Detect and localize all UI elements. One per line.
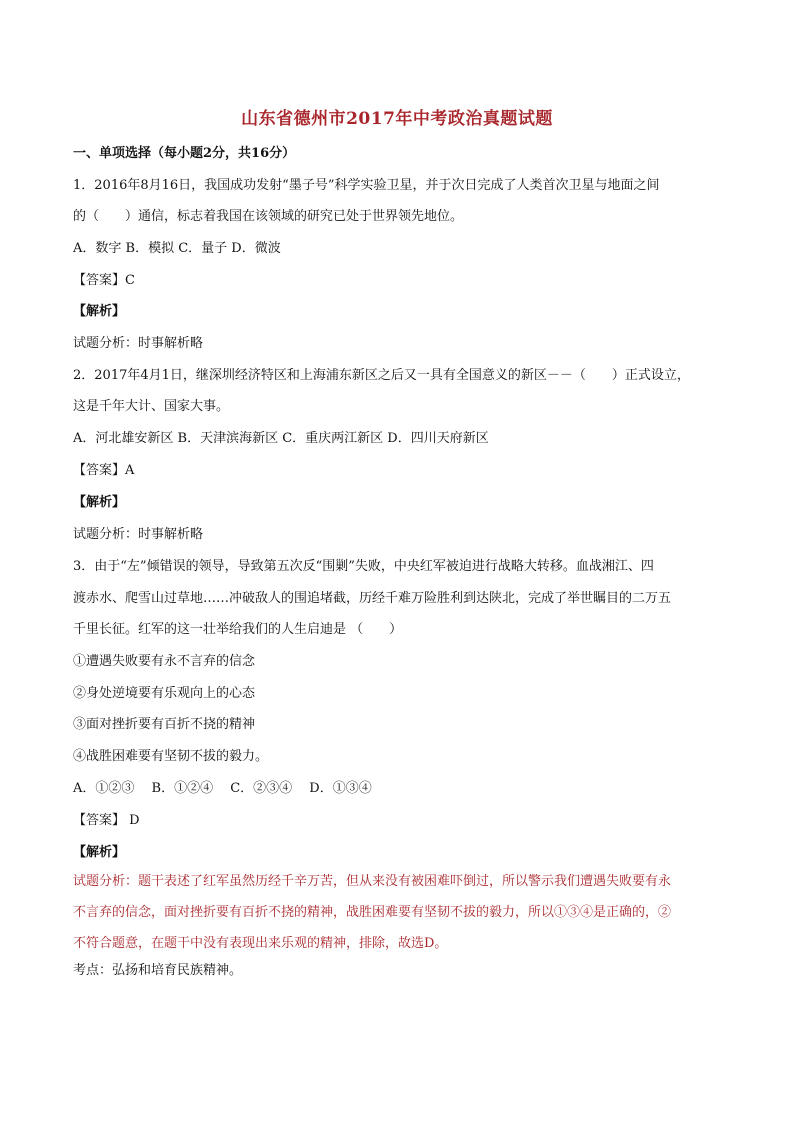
q3-options: A．①②③ B．①②④ C．②③④ D．①③④ (73, 781, 372, 796)
q2-analysis: 试题分析：时事解析略 (73, 527, 204, 542)
q3-analysis-label: 【解析】 (73, 845, 126, 860)
q3-item-2: ②身处逆境要有乐观向上的心态 (73, 686, 256, 701)
q3-item-4: ④战胜困难要有坚韧不拔的毅力。 (73, 749, 269, 764)
section-heading: 一、单项选择（每小题2分，共16分） (73, 146, 296, 161)
q2-stem-line-1: 2．2017年4月1日，继深圳经济特区和上海浦东新区之后又一具有全国意义的新区－－（ ）正式设立， (73, 368, 690, 383)
q3-answer: 【答案】 D (73, 813, 140, 828)
document-title: 山东省德州市2017年中考政治真题试题 (241, 109, 553, 129)
q1-stem-line-1: 1．2016年8月16日，我国成功发射“墨子号”科学实验卫星，并于次日完成了人类首次卫星与地面之间 (73, 178, 660, 193)
q3-stem-line-2: 渡赤水、爬雪山过草地……冲破敌人的围追堵截，历经千难万险胜利到达陕北，完成了举世瞩目的二万五 (73, 591, 672, 606)
q1-options: A．数字 B．模拟 C．量子 D．微波 (73, 241, 281, 256)
q3-kaodian: 考点：弘扬和培育民族精神。 (73, 963, 243, 978)
q1-stem-line-2: 的（ ）通信，标志着我国在该领域的研究已处于世界领先地位。 (73, 209, 464, 224)
q3-analysis-line-1: 试题分析：题干表述了红军虽然历经千辛万苦，但从来没有被困难吓倒过，所以警示我们遭遇失败要有永 (73, 874, 672, 889)
q2-stem-line-2: 这是千年大计、国家大事。 (73, 399, 230, 414)
q3-item-3: ③面对挫折要有百折不挠的精神 (73, 717, 256, 732)
q3-analysis-line-3: 不符合题意，在题干中没有表现出来乐观的精神，排除，故选D。 (73, 936, 448, 951)
q1-analysis: 试题分析：时事解析略 (73, 336, 204, 351)
q1-answer: 【答案】C (73, 273, 135, 288)
q2-options: A．河北雄安新区 B．天津滨海新区 C．重庆两江新区 D．四川天府新区 (73, 431, 489, 446)
q3-analysis-line-2: 不言弃的信念，面对挫折要有百折不挠的精神，战胜困难要有坚韧不拔的毅力，所以①③④是正确的，② (73, 905, 672, 920)
q2-answer: 【答案】A (73, 463, 135, 478)
q3-stem-line-1: 3．由于“左”倾错误的领导，导致第五次反“围剿”失败，中央红军被迫进行战略大转移。血战湘江、四 (73, 559, 654, 574)
q1-analysis-label: 【解析】 (73, 304, 126, 319)
q3-stem-line-3: 千里长征。红军的这一壮举给我们的人生启迪是 （ ） (73, 622, 403, 637)
q2-analysis-label: 【解析】 (73, 495, 126, 510)
q3-item-1: ①遭遇失败要有永不言弃的信念 (73, 654, 256, 669)
